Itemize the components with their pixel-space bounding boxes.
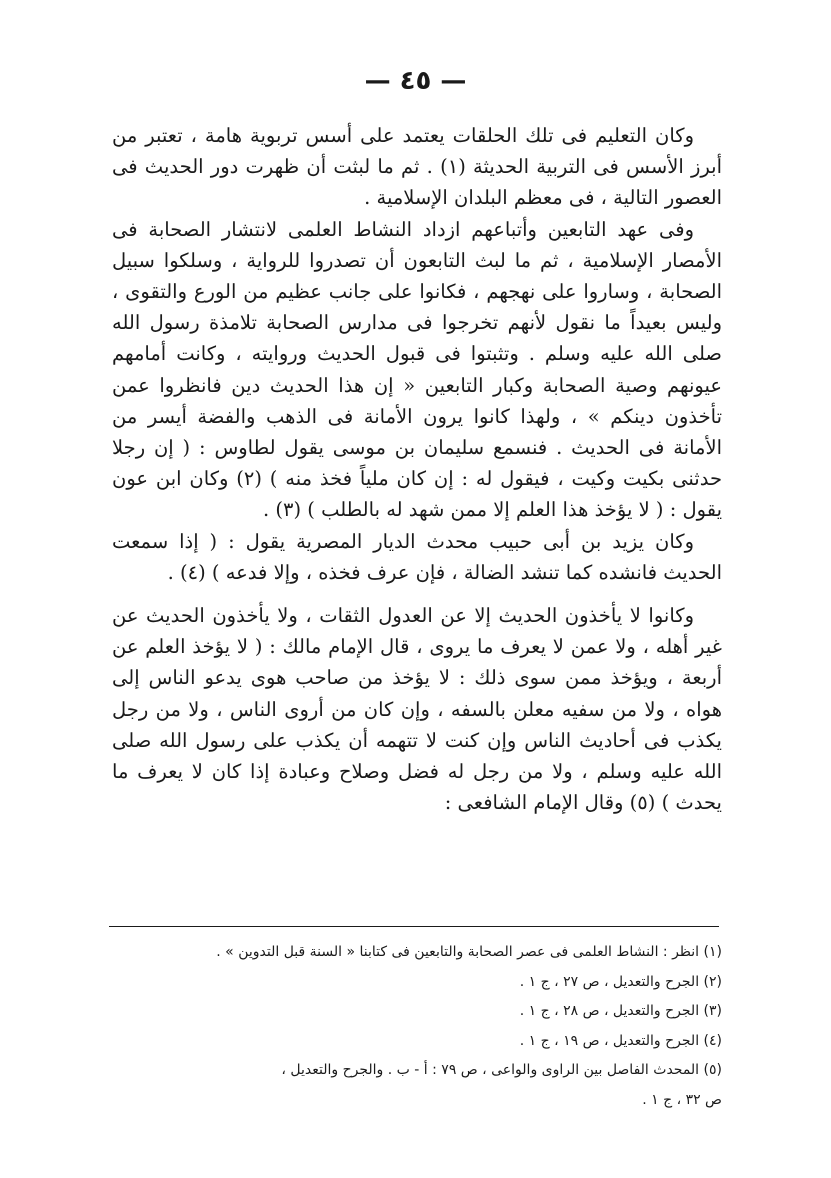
footnote-1: (١) انظر : النشاط العلمى فى عصر الصحابة والتابعين فى كتابنا « السنة قبل التدوين » . (216, 944, 722, 960)
footnote-2: (٢) الجرح والتعديل ، ص ٢٧ ، ج ١ . (519, 973, 722, 990)
paragraph-4: وكانوا لا يأخذون الحديث إلا عن العدول الثقات ، ولا يأخذون الحديث عن غير أهله ، ولا عمن لا يعرف ما يروى ، قال الإمام مالك : ( لا يؤخذ العلم عن أربعة ، ويؤخذ ممن سوى ذلك : لا يؤخذ من صاحب هوى يدعو الناس إلى هواه ، ولا من سفيه معلن بالسفه ، وإن كان من أروى الناس ، ولا من رجل يكذب فى أحاديث الناس وإن كنت لا تتهمه أن يكذب على رسول الله صلى الله عليه وسلم ، ولا من رجل له فضل وصلاح وعبادة إذا كان لا يعرف ما يحدث ) (٥) وقال الإمام الشافعى : (112, 604, 722, 815)
paragraph-1: وكان التعليم فى تلك الحلقات يعتمد على أسس تربوية هامة ، تعتبر من أبرز الأسس فى التربية الحديثة (١) . ثم ما لبثت أن ظهرت دور الحديث فى العصور التالية ، فى معظم البلدان الإسلامية . (112, 124, 722, 210)
footnote-5: (٥) المحدث الفاصل بين الراوى والواعى ، ص ٧٩ : أ - ب . والجرح والتعديل ، (281, 1062, 722, 1078)
footnote-5-continued: ص ٣٢ ، ج ١ . (642, 1091, 722, 1108)
footnote-3: (٣) الجرح والتعديل ، ص ٢٨ ، ج ١ . (519, 1003, 722, 1019)
page-number: — ٤٥ — (364, 66, 467, 96)
footnotes (112, 938, 722, 1115)
paragraph-2: وفى عهد التابعين وأتباعهم ازداد النشاط العلمى لانتشار الصحابة فى الأمصار الإسلامية ، ثم ما لبث التابعون أن تصدروا للرواية ، وسلكوا سبيل الصحابة ، وساروا على نهجهم ، فكانوا على جانب عظيم من الورع والتقوى ، وليس بعيداً ما نقول لأنهم تخرجوا فى مدارس الصحابة تلامذة رسول الله صلى الله عليه وسلم . وتثبتوا فى قبول الحديث وروايته ، وكانت أمامهم عيونهم وصية الصحابة وكبار التابعين « إن هذا الحديث دين فانظروا عمن تأخذون دينكم » ، ولهذا كانوا يرون الأمانة فى الذهب والفضة أيسر من الأمانة فى الحديث . فنسمع سليمان بن موسى يقول لطاوس : ( إن رجلا حدثنى بكيت وكيت ، فيقول له : إن كان ملياً فخذ منه ) (٢) وكان ابن عون يقول : ( لا يؤخذ هذا العلم إلا ممن شهد له بالطلب ) (٣) . (112, 217, 722, 522)
footnote-divider (109, 926, 719, 927)
main-text (112, 120, 722, 818)
paragraph-3: وكان يزيد بن أبى حبيب محدث الديار المصرية يقول : ( إذا سمعت الحديث فانشده كما تنشد الضالة ، فإن عرف فخذه ، وإلا فدعه ) (٤) . (112, 529, 722, 584)
footnote-4: (٤) الجرح والتعديل ، ص ١٩ ، ج ١ . (519, 1032, 722, 1049)
